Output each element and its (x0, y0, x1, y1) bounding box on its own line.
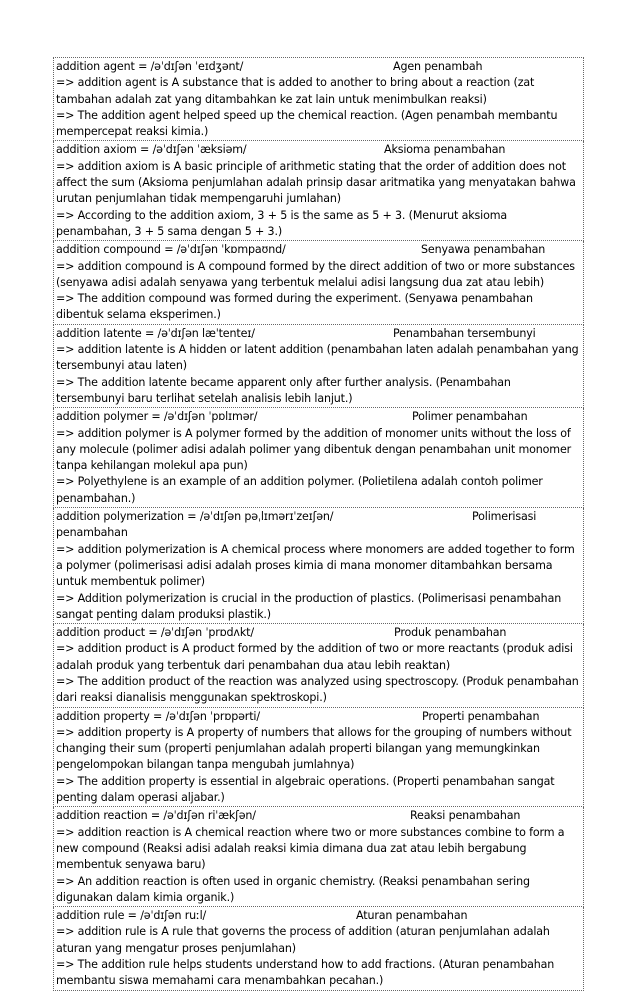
entry-example: => Polyethylene is an example of an addition polymer. (Polietilena adalah contoh polimer penambahan.) (56, 475, 543, 505)
glossary-entry (53, 408, 584, 508)
entry-definition: => addition polymer is A polymer formed by the addition of monomer units without the loss of any molecule (polimer adisi adalah polimer yang dibentuk dengan penambahan unit monomer tanpa kehilangan molekul apa pun) (56, 426, 572, 473)
entry-header (56, 808, 581, 824)
glossary-entry (53, 58, 584, 141)
entry-definition: => addition latente is A hidden or latent addition (penambahan laten adalah penambahan yang tersembunyi atau laten) (56, 343, 579, 373)
entry-term: addition product = /əˈdɪʃən ˈprɒdʌkt/ (56, 626, 254, 640)
entry-header (56, 509, 581, 542)
entry-header (56, 326, 581, 342)
entry-header (56, 625, 581, 641)
entry-translation: Agen penambah (393, 60, 483, 73)
glossary-entry (53, 508, 584, 624)
entry-translation: Polimer penambahan (412, 410, 528, 424)
entry-example: => The addition agent helped speed up the chemical reaction. (Agen penambah membantu mempercepat reaksi kimia.) (56, 108, 558, 139)
entry-definition: => addition compound is A compound formed by the direct addition of two or more substances (senyawa adisi adalah senyawa yang terbentuk melalui adisi langsung dua zat atau lebih) (56, 259, 575, 289)
glossary-entry (53, 141, 584, 241)
entry-example: => The addition product of the reaction was analyzed using spectroscopy. (Produk penambahan dari reaksi dianalisis menggunakan spektroskopi.) (56, 674, 579, 705)
entry-translation: Produk penambahan (394, 626, 507, 640)
entry-term: addition reaction = /əˈdɪʃən riˈækʃən/ (56, 809, 256, 823)
entry-example: => Addition polymerization is crucial in the production of plastics. (Polimerisasi penambahan sangat penting dalam produksi plastik.) (56, 591, 562, 621)
glossary-entry (53, 325, 584, 408)
entry-header (56, 409, 581, 425)
glossary-entry (53, 241, 584, 324)
entry-translation-continued: penambahan (56, 526, 128, 540)
entry-translation: Aturan penambahan (356, 909, 468, 923)
entry-translation: Penambahan tersembunyi (393, 326, 536, 340)
entry-example: => An addition reaction is often used in organic chemistry. (Reaksi penambahan sering digunakan dalam kimia organik.) (56, 874, 530, 904)
entry-translation: Polimerisasi (472, 510, 537, 524)
glossary-document (53, 57, 584, 991)
entry-definition: => addition product is A product formed by the addition of two or more reactants (produk adisi adalah produk yang terbentuk dari penambahan dua atau lebih reaktan) (56, 642, 573, 672)
entry-translation: Senyawa penambahan (421, 243, 546, 257)
entry-definition: => addition rule is A rule that governs the process of addition (aturan penjumlahan adalah aturan yang mengatur proses penjumlahan) (56, 925, 550, 955)
entry-term: addition property = /əˈdɪʃən ˈprɒpərti/ (56, 709, 260, 723)
entry-term: addition polymerization = /əˈdɪʃən pəˌlɪmərɪˈzeɪʃən/ (56, 510, 334, 524)
entry-header (56, 59, 581, 75)
entry-term: addition polymer = /əˈdɪʃən ˈpɒlɪmər/ (56, 410, 258, 424)
glossary-entry (53, 807, 584, 907)
entry-term: addition agent = /əˈdɪʃən ˈeɪdʒənt/ (56, 60, 244, 73)
entry-definition: => addition polymerization is A chemical process where monomers are added together to form a polymer (polimerisasi adisi adalah proses kimia di mana monomer ditambahkan bersama untuk membentuk polimer) (56, 542, 575, 589)
entry-header (56, 142, 581, 158)
entry-term: addition latente = /əˈdɪʃən læˈtenteɪ/ (56, 326, 255, 340)
entry-translation: Aksioma penambahan (384, 143, 506, 157)
entry-definition: => addition property is A property of numbers that allows for the grouping of numbers without changing their sum (properti penjumlahan adalah properti bilangan yang memungkinkan pengelompokan bilangan tanpa mengubah jumlahnya) (56, 725, 572, 772)
entry-term: addition rule = /əˈdɪʃən ruːl/ (56, 909, 207, 923)
entry-definition: => addition agent is A substance that is added to another to bring about a reaction (zat tambahan adalah zat yang ditambahkan ke zat lain untuk menimbulkan reaksi) (56, 76, 535, 106)
entry-example: => The addition compound was formed during the experiment. (Senyawa penambahan dibentuk selama eksperimen.) (56, 292, 533, 322)
entry-example: => The addition latente became apparent only after further analysis. (Penambahan tersembunyi baru terlihat setelah analisis lebih lanjut.) (56, 375, 511, 405)
glossary-entry (53, 624, 584, 707)
glossary-entry (53, 708, 584, 808)
entry-header (56, 709, 581, 725)
entry-header (56, 908, 581, 924)
entry-header (56, 242, 581, 258)
entry-example: => The addition property is essential in algebraic operations. (Properti penambahan sangat penting dalam operasi aljabar.) (56, 774, 555, 805)
entry-term: addition axiom = /əˈdɪʃən ˈæksiəm/ (56, 143, 247, 157)
entry-translation: Properti penambahan (422, 709, 540, 723)
entry-example: => According to the addition axiom, 3 + 5 is the same as 5 + 3. (Menurut aksioma penambahan, 3 + 5 sama dengan 5 + 3.) (56, 208, 508, 238)
entry-translation: Reaksi penambahan (410, 809, 521, 823)
entry-example: => The addition rule helps students understand how to add fractions. (Aturan penambahan membantu siswa memahami cara menambahkan pecahan.) (56, 958, 555, 988)
entry-term: addition compound = /əˈdɪʃən ˈkɒmpaʊnd/ (56, 243, 286, 257)
entry-definition: => addition axiom is A basic principle of arithmetic stating that the order of addition does not affect the sum (Aksioma penjumlahan adalah prinsip dasar aritmatika yang menyatakan bahwa urutan penjumlahan tidak mempengaruhi jumlahan) (56, 159, 576, 206)
entry-definition: => addition reaction is A chemical reaction where two or more substances combine to form a new compound (Reaksi adisi adalah reaksi kimia dimana dua zat atau lebih bergabung membentuk senyawa baru) (56, 825, 565, 872)
glossary-entry (53, 907, 584, 990)
